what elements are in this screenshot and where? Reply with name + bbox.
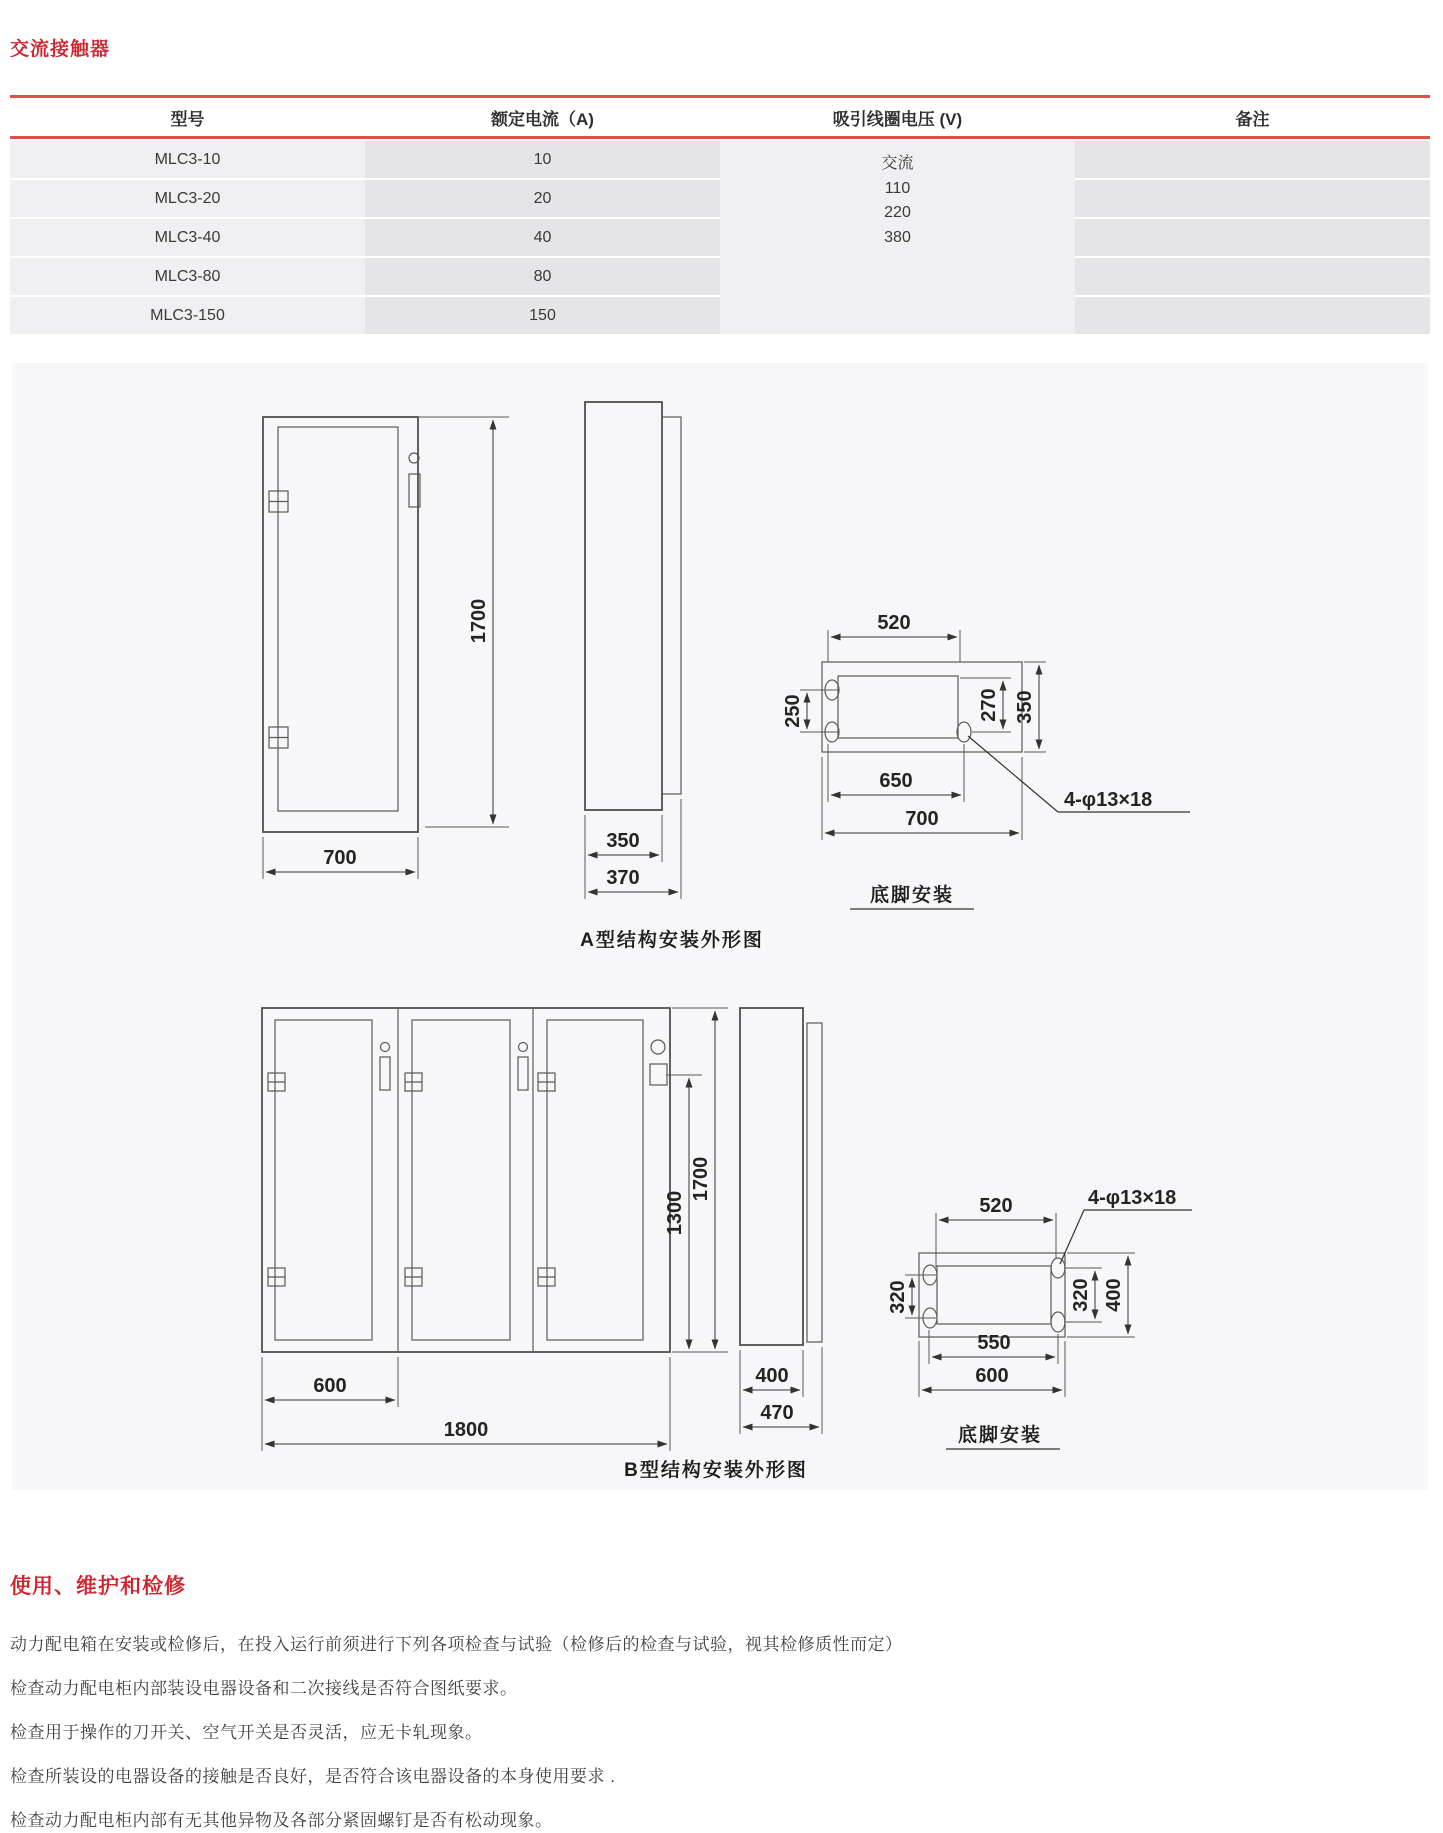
voltage-line: 380 (884, 228, 911, 246)
column-model (10, 141, 365, 334)
type-a-foot-mounting (782, 612, 1190, 909)
dim-b-foot-inner-width: 550 (977, 1332, 1011, 1354)
voltage-line: 220 (884, 204, 911, 221)
dim-b-door-width: 600 (313, 1375, 347, 1397)
model-cell: MLC3-20 (10, 180, 365, 217)
dim-a-foot-left: 250 (782, 694, 804, 728)
section-title-maintenance: 使用、维护和检修 (10, 1575, 186, 1598)
dim-a-height: 1700 (468, 598, 490, 644)
model-cell: MLC3-150 (10, 297, 365, 334)
type-b-side-view (740, 1008, 822, 1345)
type-b-front-dimensions (262, 1008, 728, 1451)
type-a-front-dimensions (263, 417, 509, 879)
maintenance-paragraph: 检查动力配电柜内部装设电器设备和二次接线是否符合图纸要求。 (10, 1679, 518, 1698)
dim-a-foot-top: 520 (877, 612, 911, 634)
remark-cell (1075, 297, 1430, 334)
type-a-side-dimensions (585, 799, 681, 899)
voltage-merged-cell (720, 141, 1075, 334)
current-cell: 40 (365, 219, 720, 256)
remark-cell (1075, 219, 1430, 256)
table-header-rule (10, 136, 1430, 139)
dim-b-foot-left: 320 (887, 1280, 909, 1314)
current-cell: 150 (365, 297, 720, 334)
type-a-front-view (263, 417, 420, 832)
door-lock (650, 1064, 667, 1085)
table-header-row (10, 98, 1430, 136)
current-cell: 10 (365, 141, 720, 178)
type-b-side-dimensions (740, 1347, 822, 1434)
maintenance-paragraph: 动力配电箱在安装或检修后，在投入运行前须进行下列各项检查与试验（检修后的检查与试验，视其检修质性而定） (10, 1635, 903, 1654)
hole-spec-label-b: 4-φ13×18 (1088, 1187, 1177, 1209)
mounting-hole (1051, 1258, 1065, 1278)
model-cell: MLC3-10 (10, 141, 365, 178)
type-b-foot-mounting (887, 1187, 1192, 1449)
header-current: 额定电流（A) (491, 109, 594, 129)
maintenance-paragraph: 检查用于操作的刀开关、空气开关是否灵活，应无卡轧现象。 (10, 1723, 483, 1742)
dim-b-depth-total: 470 (760, 1402, 794, 1424)
type-b-caption: B型结构安装外形图 (624, 1460, 808, 1481)
current-cell: 20 (365, 180, 720, 217)
mounting-hole (957, 722, 971, 742)
header-remark: 备注 (1235, 109, 1270, 129)
dim-b-foot-height: 400 (1103, 1278, 1125, 1312)
header-model: 型号 (170, 109, 205, 129)
column-current (365, 141, 720, 334)
remark-cell (1075, 180, 1430, 217)
dim-a-foot-inner-height: 270 (978, 688, 1000, 722)
foot-mount-caption-b: 底脚安装 (957, 1425, 1043, 1446)
dim-b-depth: 400 (755, 1365, 789, 1387)
dim-b-foot-width: 600 (975, 1365, 1009, 1387)
voltage-line: 交流 (881, 155, 914, 172)
dim-b-door-height: 1300 (664, 1190, 686, 1236)
dim-a-width: 700 (323, 847, 357, 869)
column-remark (1075, 141, 1430, 334)
type-b-front-view (262, 1008, 670, 1352)
hole-spec-label-a: 4-φ13×18 (1064, 789, 1153, 811)
dim-b-foot-top: 520 (979, 1195, 1013, 1217)
remark-cell (1075, 258, 1430, 295)
table-body (10, 141, 1430, 334)
dim-b-width: 1800 (443, 1419, 489, 1441)
mounting-hole (1051, 1312, 1065, 1332)
dim-b-height: 1700 (690, 1156, 712, 1202)
type-a-caption: A型结构安装外形图 (580, 930, 764, 951)
dim-a-depth-total: 370 (606, 867, 640, 889)
technical-drawings-panel (12, 363, 1428, 1490)
maintenance-section (10, 1570, 1410, 1833)
page-title: 交流接触器 (10, 39, 111, 60)
dim-a-foot-width: 700 (905, 808, 939, 830)
door-knob (651, 1040, 665, 1054)
dim-a-depth: 350 (606, 830, 640, 852)
foot-mount-caption-a: 底脚安装 (869, 885, 955, 906)
dim-b-foot-inner-height: 320 (1070, 1278, 1092, 1312)
spec-table (10, 95, 1430, 334)
outline-drawings (12, 363, 1428, 1490)
model-cell: MLC3-40 (10, 219, 365, 256)
header-voltage: 吸引线圈电压 (V) (832, 109, 963, 129)
current-cell: 80 (365, 258, 720, 295)
remark-cell (1075, 141, 1430, 178)
dim-a-foot-inner-width: 650 (879, 770, 913, 792)
type-a-side-view (585, 402, 681, 810)
maintenance-paragraph: 检查动力配电柜内部有无其他异物及各部分紧固螺钉是否有松动现象。 (10, 1811, 553, 1830)
dim-a-foot-height: 350 (1014, 690, 1036, 724)
maintenance-paragraph: 检查所装设的电器设备的接触是否良好，是否符合该电器设备的本身使用要求 . (10, 1767, 616, 1786)
voltage-line: 110 (884, 179, 911, 197)
model-cell: MLC3-80 (10, 258, 365, 295)
